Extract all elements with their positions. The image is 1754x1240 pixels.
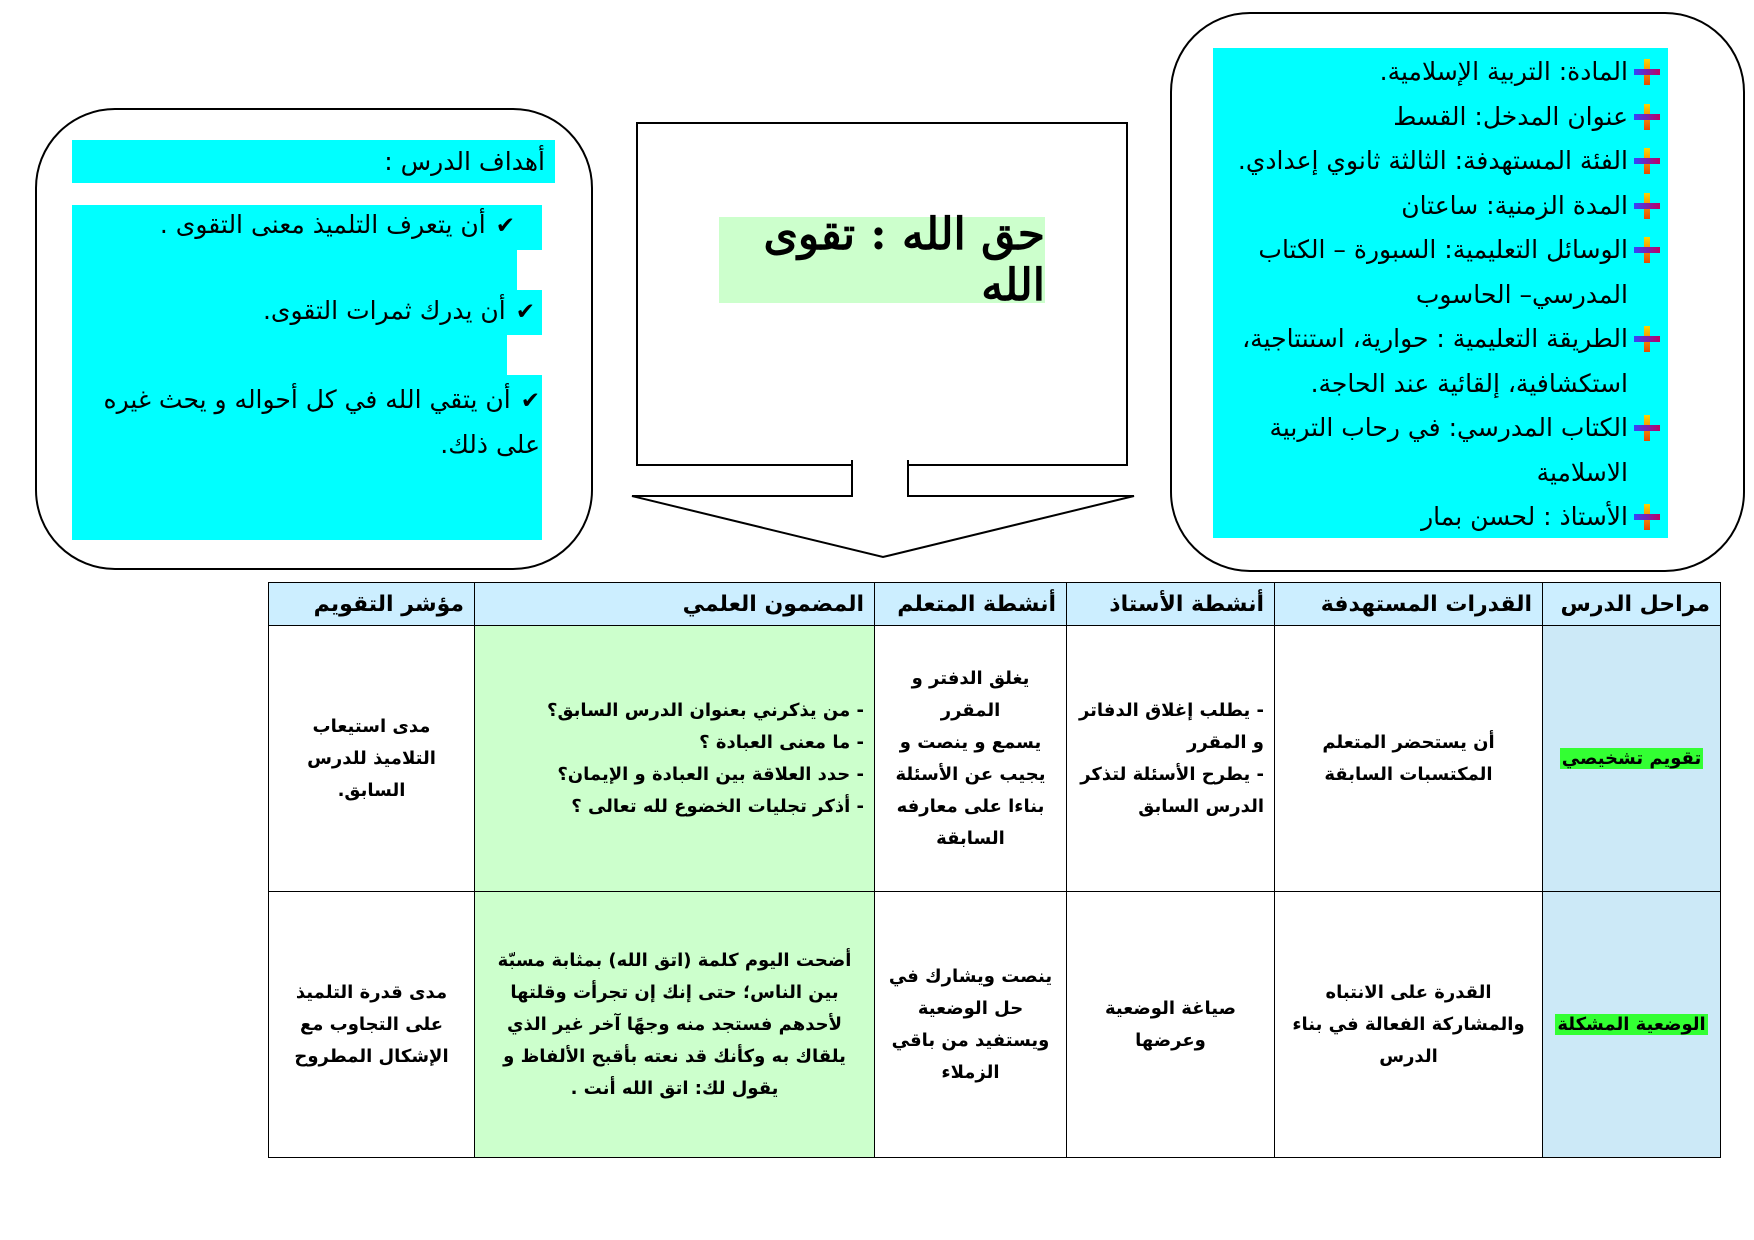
lesson-info-panel [1213, 48, 1668, 538]
column-header: المضمون العلمي [475, 583, 875, 626]
check-icon: ✔ [520, 388, 540, 414]
lesson-title: حق الله : تقوى الله [719, 217, 1045, 303]
goals-title: أهداف الدرس : [72, 140, 555, 183]
learner-activities-cell: ينصت ويشارك في حل الوضعية ويستفيد من باقي الزملاء [875, 892, 1067, 1158]
goal-item: ✔أن يدرك ثمرات التقوى. [262, 296, 535, 325]
plus-bullet-icon [1634, 148, 1660, 174]
info-item: عنوان المدخل: القسط [1219, 95, 1660, 140]
plus-bullet-icon [1634, 104, 1660, 130]
info-item: الكتاب المدرسي: في رحاب التربية الاسلامية [1219, 406, 1660, 495]
plus-bullet-icon [1634, 59, 1660, 85]
plus-bullet-icon [1634, 326, 1660, 352]
abilities-cell: أن يستحضر المتعلم المكتسبات السابقة [1275, 626, 1543, 892]
table-header-row [269, 583, 1721, 626]
check-icon: ✔ [495, 213, 515, 239]
plus-bullet-icon [1634, 237, 1660, 263]
column-header: أنشطة المتعلم [875, 583, 1067, 626]
evaluation-cell: مدى استيعاب التلاميذ للدرس السابق. [269, 626, 475, 892]
stage-cell: الوضعية المشكلة [1543, 892, 1721, 1158]
down-arrow-callout [630, 460, 1140, 560]
info-item: المدة الزمنية: ساعتان [1219, 184, 1660, 229]
content-cell: - من يذكرني بعنوان الدرس السابق؟ - ما معنى العبادة ؟ - حدد العلاقة بين العبادة و الإيمان؟ - أذكر تجليات الخضوع لله تعالى ؟ [475, 626, 875, 892]
goals-panel [72, 205, 542, 540]
column-header: القدرات المستهدفة [1275, 583, 1543, 626]
info-item: الأستاذ : لحسن بمار [1219, 495, 1660, 540]
info-item: الطريقة التعليمية : حوارية، استنتاجية، استكشافية، إلقائية عند الحاجة. [1219, 317, 1660, 406]
evaluation-cell: مدى قدرة التلميذ على التجاوب مع الإشكال المطروح [269, 892, 475, 1158]
info-item: الفئة المستهدفة: الثالثة ثانوي إعدادي. [1219, 139, 1660, 184]
plus-bullet-icon [1634, 504, 1660, 530]
abilities-cell: القدرة على الانتباه والمشاركة الفعالة في بناء الدرس [1275, 892, 1543, 1158]
check-icon: ✔ [515, 299, 535, 325]
info-item: المادة: التربية الإسلامية. [1219, 50, 1660, 95]
lesson-plan-table [268, 582, 1721, 1158]
goal-item: ✔أن يتعرف التلميذ معنى التقوى . [159, 210, 515, 239]
column-header: أنشطة الأستاذ [1067, 583, 1275, 626]
learner-activities-cell: يغلق الدفتر و المقرر يسمع و ينصت و يجيب عن الأسئلة بناءا على معارفه السابقة [875, 626, 1067, 892]
teacher-activities-cell: صياغة الوضعية وعرضها [1067, 892, 1275, 1158]
column-header: مراحل الدرس [1543, 583, 1721, 626]
table-row [269, 626, 1721, 892]
goal-item: ✔أن يتقي الله في كل أحواله و يحث غيره على ذلك. [103, 385, 540, 459]
column-header: مؤشر التقويم [269, 583, 475, 626]
teacher-activities-cell: - يطلب إغلاق الدفاتر و المقرر - يطرح الأسئلة لتذكر الدرس السابق [1067, 626, 1275, 892]
content-cell: أضحت اليوم كلمة (اتق الله) بمثابة مسبّة بين الناس؛ حتى إنك إن تجرأت وقلتها لأحدهم فستجد منه وجهًا آخر غير الذي يلقاك به وكأنك قد نعته بأقبح الألفاظ و يقول لك: اتق الله أنت . [475, 892, 875, 1158]
info-item: الوسائل التعليمية: السبورة – الكتاب المدرسي– الحاسوب [1219, 228, 1660, 317]
stage-cell: تقويم تشخيصي [1543, 626, 1721, 892]
plus-bullet-icon [1634, 193, 1660, 219]
table-row [269, 892, 1721, 1158]
plus-bullet-icon [1634, 415, 1660, 441]
